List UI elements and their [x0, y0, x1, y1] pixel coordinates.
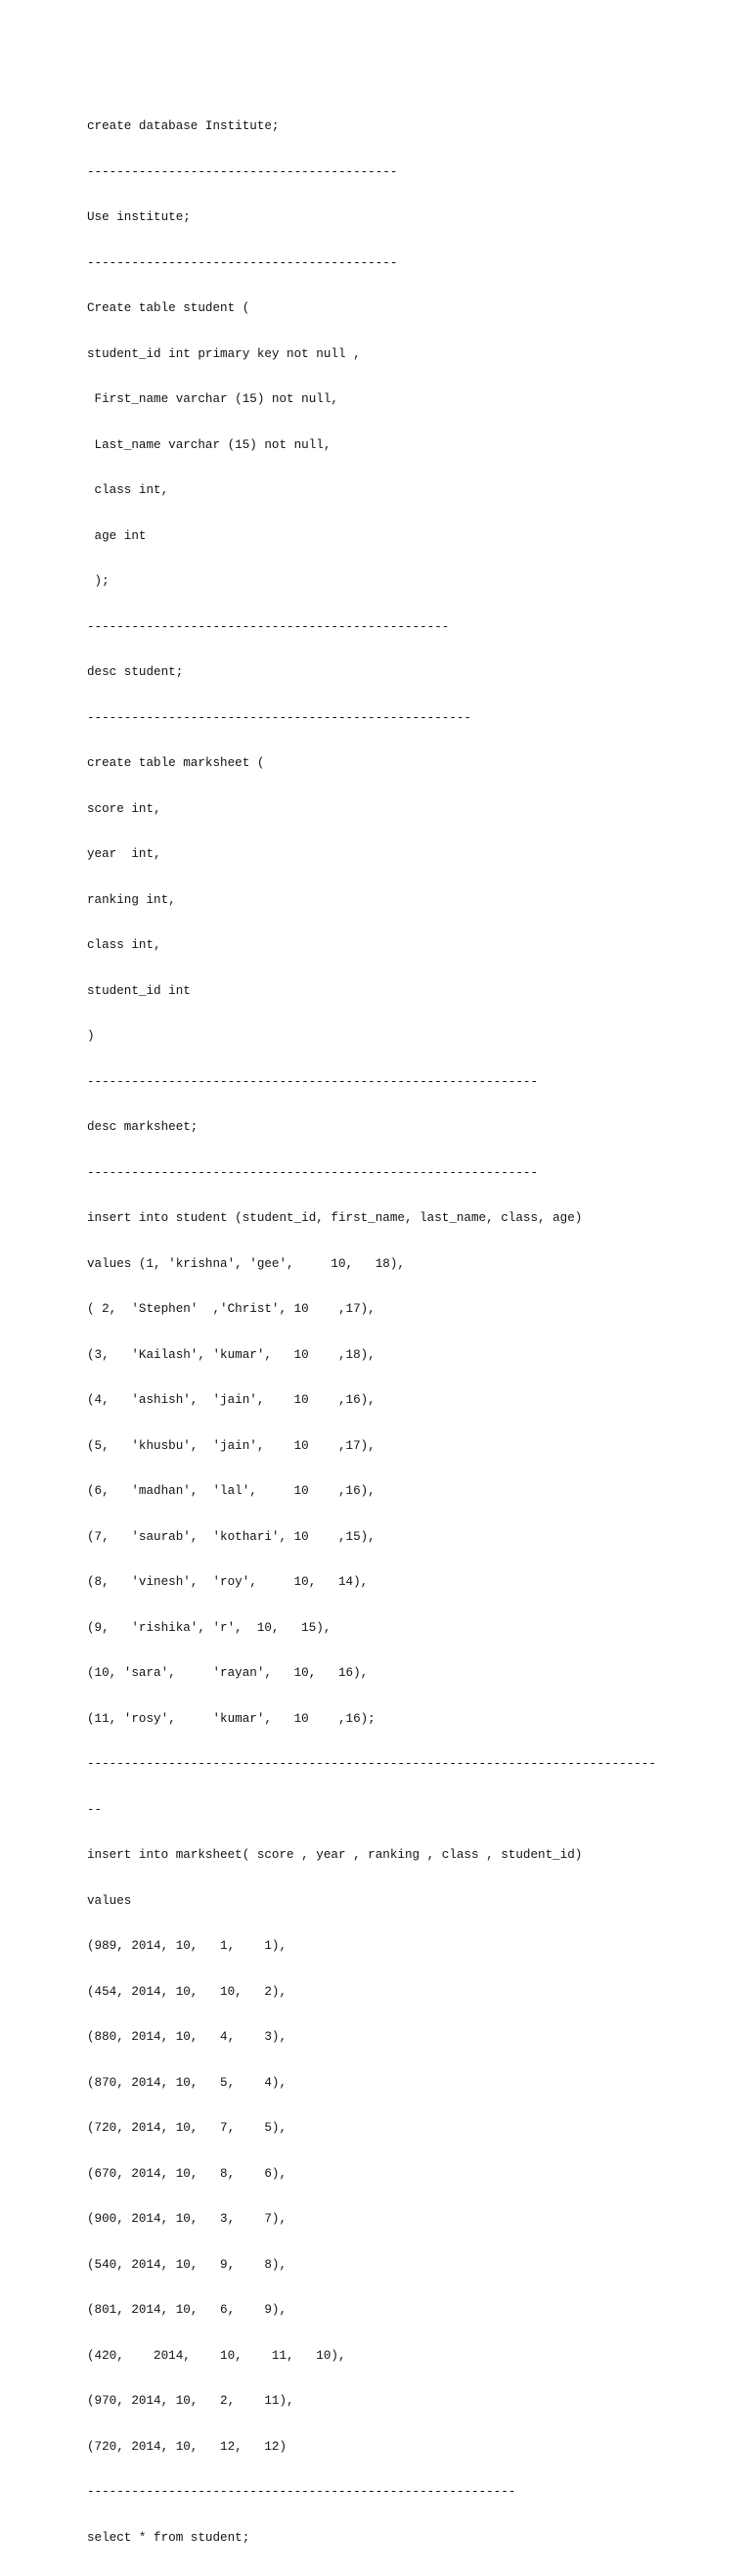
code-line: (8, 'vinesh', 'roy', 10, 14), — [87, 1575, 369, 1589]
code-line: First_name varchar (15) not null, — [87, 392, 338, 406]
code-line: ( 2, 'Stephen' ,'Christ', 10 ,17), — [87, 1302, 376, 1316]
code-line: Use institute; — [87, 210, 191, 224]
code-line: (870, 2014, 10, 5, 4), — [87, 2075, 287, 2090]
code-line: ); — [87, 574, 110, 588]
code-line: desc marksheet; — [87, 1120, 199, 1134]
separator-line: ---------------------------------------------------- — [87, 710, 471, 725]
code-line: (801, 2014, 10, 6, 9), — [87, 2303, 287, 2317]
code-line: (9, 'rishika', 'r', 10, 15), — [87, 1620, 331, 1635]
code-line: year int, — [87, 847, 161, 861]
code-line: (900, 2014, 10, 3, 7), — [87, 2212, 287, 2226]
code-line: (11, 'rosy', 'kumar', 10 ,16); — [87, 1711, 376, 1726]
separator-line: ------------------------------------------------------------- — [87, 1074, 539, 1089]
code-line: Create table student ( — [87, 301, 250, 315]
separator-line: -- — [87, 1802, 103, 1817]
code-line: ) — [87, 1029, 95, 1043]
code-line: student_id int — [87, 983, 191, 998]
code-line: ranking int, — [87, 892, 176, 907]
sql-code-block — [87, 89, 732, 2576]
separator-line: ------------------------------------------ — [87, 255, 398, 270]
code-line: (989, 2014, 10, 1, 1), — [87, 1939, 287, 1953]
code-line: (720, 2014, 10, 12, 12) — [87, 2439, 287, 2454]
separator-line: ----------------------------------------------------------------------------- — [87, 1757, 656, 1771]
separator-line: ------------------------------------------ — [87, 164, 398, 179]
code-line: values — [87, 1893, 132, 1908]
code-line: (880, 2014, 10, 4, 3), — [87, 2030, 287, 2044]
code-line: (454, 2014, 10, 10, 2), — [87, 1984, 287, 1999]
code-line: (420, 2014, 10, 11, 10), — [87, 2348, 346, 2363]
code-line: (4, 'ashish', 'jain', 10 ,16), — [87, 1393, 376, 1407]
code-line: desc student; — [87, 665, 184, 679]
code-line: (3, 'Kailash', 'kumar', 10 ,18), — [87, 1347, 376, 1362]
code-line: insert into student (student_id, first_name, last_name, class, age) — [87, 1211, 583, 1225]
code-line: class int, — [87, 483, 169, 497]
code-line: (6, 'madhan', 'lal', 10 ,16), — [87, 1484, 376, 1498]
code-line: (5, 'khusbu', 'jain', 10 ,17), — [87, 1438, 376, 1453]
separator-line: ---------------------------------------------------------- — [87, 2485, 516, 2499]
code-line: insert into marksheet( score , year , ranking , class , student_id) — [87, 1848, 583, 1862]
code-line: (970, 2014, 10, 2, 11), — [87, 2394, 294, 2408]
code-line: age int — [87, 528, 147, 543]
code-line: (10, 'sara', 'rayan', 10, 16), — [87, 1666, 369, 1680]
separator-line: ------------------------------------------------------------- — [87, 1165, 539, 1180]
code-line: student_id int primary key not null , — [87, 346, 361, 361]
code-line: class int, — [87, 938, 161, 952]
code-line: (540, 2014, 10, 9, 8), — [87, 2257, 287, 2272]
code-line: (720, 2014, 10, 7, 5), — [87, 2121, 287, 2135]
code-line: score int, — [87, 801, 161, 816]
code-line: (7, 'saurab', 'kothari', 10 ,15), — [87, 1529, 376, 1544]
code-line: create database Institute; — [87, 119, 280, 133]
separator-line: ------------------------------------------------- — [87, 619, 450, 634]
code-line: Last_name varchar (15) not null, — [87, 437, 331, 452]
code-line: (670, 2014, 10, 8, 6), — [87, 2166, 287, 2181]
code-line: select * from student; — [87, 2530, 250, 2545]
code-line: create table marksheet ( — [87, 756, 265, 770]
code-line: values (1, 'krishna', 'gee', 10, 18), — [87, 1256, 405, 1271]
